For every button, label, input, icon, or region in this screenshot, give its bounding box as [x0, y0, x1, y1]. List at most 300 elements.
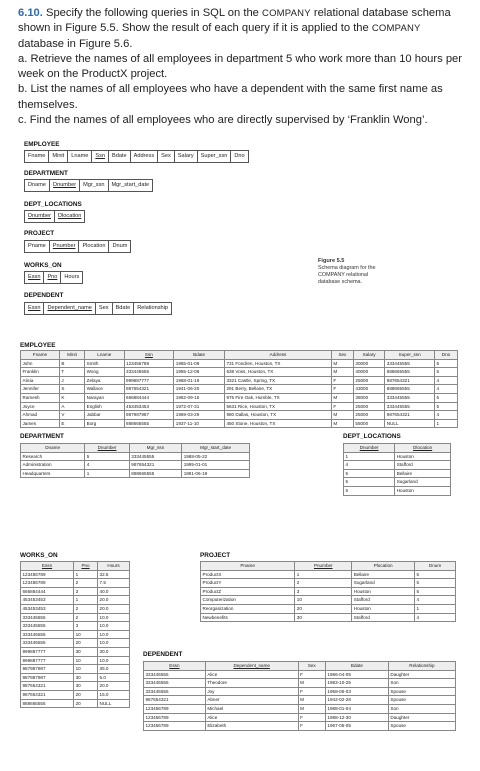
table-cell: 38000	[353, 393, 384, 402]
table-row	[201, 579, 456, 588]
intro-text: relational database schema shown in Figure 5.5. Show the result of each query if it is applied to the	[18, 7, 451, 35]
schema-attribute: Minit	[49, 151, 68, 162]
table-row	[21, 699, 130, 708]
table-cell: 333445555	[21, 639, 74, 648]
table-cell: Spouse	[388, 687, 455, 696]
table-cell: 5.0	[98, 673, 130, 682]
table-row	[21, 419, 458, 428]
project-table	[200, 561, 456, 622]
column-header: Pno	[74, 562, 98, 571]
table-cell: 123456789	[21, 570, 74, 579]
table-cell: 5	[344, 486, 395, 495]
column-header: Fname	[21, 351, 60, 360]
table-cell: Joyce	[21, 402, 60, 411]
table-cell: 10.0	[98, 639, 130, 648]
table-cell: 5	[344, 478, 395, 487]
table-cell: ProductZ	[201, 587, 295, 596]
column-header: Dependent_name	[205, 662, 298, 671]
table-cell: 30	[74, 673, 98, 682]
column-header: Salary	[353, 351, 384, 360]
schema-title-project: PROJECT	[24, 230, 55, 237]
table-cell: 40000	[353, 368, 384, 377]
figure-caption-line: Schema diagram for the	[318, 265, 376, 271]
figure-caption-line: database schema.	[318, 279, 363, 285]
schema-attribute: Pno	[44, 272, 61, 283]
table-cell: B	[59, 359, 84, 368]
table-cell: 1937-11-10	[174, 419, 225, 428]
table-cell: 35.0	[98, 665, 130, 674]
table-cell: 888665555	[385, 368, 435, 377]
table-cell: 333445555	[129, 452, 181, 461]
table-cell: 987654321	[21, 690, 74, 699]
table-cell: 4	[415, 613, 456, 622]
column-header: Sex	[298, 662, 325, 671]
table-cell: F	[331, 385, 353, 394]
table-row	[21, 665, 130, 674]
table-cell: Alice	[205, 713, 298, 722]
table-cell: Research	[21, 452, 85, 461]
table-cell: John	[21, 359, 60, 368]
table-cell: E	[59, 419, 84, 428]
figure-caption	[318, 258, 376, 286]
table-cell: 20	[74, 699, 98, 708]
table-cell: 333445555	[124, 368, 174, 377]
table-cell: 666884444	[124, 393, 174, 402]
column-header: Sex	[331, 351, 353, 360]
table-cell: 20	[295, 604, 352, 613]
table-cell: 975 Fire Oak, Humble, TX	[224, 393, 331, 402]
table-cell: ProductX	[201, 570, 295, 579]
table-cell: 1988-01-04	[325, 704, 388, 713]
table-row	[21, 385, 458, 394]
table-cell: 1	[435, 419, 458, 428]
table-cell: 1941-06-20	[174, 385, 225, 394]
table-cell: A	[59, 402, 84, 411]
intro-text: database in Figure 5.6.	[18, 37, 133, 50]
table-cell: 1942-02-28	[325, 696, 388, 705]
table-cell: 980 Dallas, Houston, TX	[224, 411, 331, 420]
dept-locations-table	[343, 443, 451, 496]
table-row	[21, 359, 458, 368]
column-header: Dlocation	[395, 444, 451, 453]
table-cell: 453453453	[21, 604, 74, 613]
table-cell: 5	[344, 469, 395, 478]
table-cell: Reorganization	[201, 604, 295, 613]
table-cell: Headquarters	[21, 469, 85, 478]
table-cell: 20.0	[98, 682, 130, 691]
table-cell: 1981-06-19	[182, 469, 250, 478]
table-cell: ProductY	[201, 579, 295, 588]
table-cell: 987987987	[21, 673, 74, 682]
table-header-row	[21, 444, 250, 453]
table-cell: 987987987	[124, 411, 174, 420]
table-cell: 5	[435, 359, 458, 368]
intro-text: Specify the following queries in SQL on the	[46, 7, 259, 19]
table-cell: 3	[295, 587, 352, 596]
column-header: Bdate	[174, 351, 225, 360]
table-row	[21, 596, 130, 605]
table-cell: Alicia	[21, 376, 60, 385]
question-part-a: a. Retrieve the names of all employees in department 5 who work more than 10 hours per week on the ProductX project.	[18, 52, 463, 81]
table-cell: Jabbar	[85, 411, 124, 420]
column-header: Lname	[85, 351, 124, 360]
table-cell: 333445555	[385, 393, 435, 402]
table-row	[344, 469, 451, 478]
table-cell: M	[331, 419, 353, 428]
table-cell: 333445555	[144, 670, 206, 679]
table-row	[21, 682, 130, 691]
table-cell: 20.0	[98, 604, 130, 613]
table-cell: 10.0	[98, 622, 130, 631]
schema-dependent	[24, 302, 172, 315]
table-cell: S	[59, 385, 84, 394]
table-cell: 55000	[353, 419, 384, 428]
schema-project	[24, 240, 131, 253]
schema-department	[24, 179, 153, 192]
table-cell: 3321 Castle, Spring, TX	[224, 376, 331, 385]
table-cell: 999887777	[124, 376, 174, 385]
schema-attribute: Dnumber	[25, 211, 55, 222]
column-header: Dname	[21, 444, 85, 453]
table-cell: Computerization	[201, 596, 295, 605]
table-title-works-on: WORKS_ON	[20, 552, 58, 559]
schema-title-dependent: DEPENDENT	[24, 292, 64, 299]
schema-attribute: Salary	[175, 151, 198, 162]
table-cell: Franklin	[21, 368, 60, 377]
table-row	[21, 461, 250, 470]
table-cell: Stafford	[352, 596, 415, 605]
schema-attribute: Ssn	[92, 151, 109, 162]
column-header: Mgr_ssn	[129, 444, 181, 453]
db-name: COMPANY	[371, 23, 421, 35]
works-on-table	[20, 561, 130, 708]
table-cell: Newbenefits	[201, 613, 295, 622]
table-cell: 333445555	[144, 687, 206, 696]
table-cell: M	[331, 393, 353, 402]
table-row	[201, 604, 456, 613]
table-cell: 25000	[353, 411, 384, 420]
table-cell: 4	[435, 411, 458, 420]
table-cell: 2	[74, 604, 98, 613]
table-row	[21, 579, 130, 588]
schema-attribute: Fname	[25, 151, 49, 162]
table-cell: 888665555	[21, 699, 74, 708]
table-cell: 1967-05-05	[325, 722, 388, 731]
table-cell: Daughter	[388, 713, 455, 722]
table-cell: 1	[74, 596, 98, 605]
table-cell: 1	[85, 469, 129, 478]
table-cell: 10	[74, 665, 98, 674]
table-cell: 5	[415, 579, 456, 588]
table-row	[21, 368, 458, 377]
question-number: 6.10.	[18, 7, 43, 19]
table-cell: 987654321	[385, 411, 435, 420]
column-header: Pnumber	[295, 562, 352, 571]
table-cell: 1983-10-25	[325, 679, 388, 688]
table-cell: 333445555	[385, 359, 435, 368]
table-cell: 1968-01-19	[174, 376, 225, 385]
schema-attribute: Sex	[158, 151, 175, 162]
table-cell: 5	[85, 452, 129, 461]
table-cell: Stafford	[352, 613, 415, 622]
table-cell: J	[59, 376, 84, 385]
table-cell: Administration	[21, 461, 85, 470]
schema-attribute: Dnumber	[50, 180, 80, 191]
table-row	[21, 452, 250, 461]
table-cell: K	[59, 393, 84, 402]
table-cell: 10	[295, 596, 352, 605]
table-cell: English	[85, 402, 124, 411]
question-text	[18, 6, 468, 128]
schema-title-dept-locations: DEPT_LOCATIONS	[24, 201, 82, 208]
table-cell: V	[59, 411, 84, 420]
table-cell: 20	[74, 690, 98, 699]
table-row	[21, 376, 458, 385]
schema-attribute: Dnum	[112, 243, 128, 249]
table-cell: 5	[415, 587, 456, 596]
table-row	[21, 393, 458, 402]
table-cell: Spouse	[388, 722, 455, 731]
schema-dept-locations	[24, 210, 85, 223]
table-row	[144, 670, 456, 679]
table-header-row	[144, 662, 456, 671]
schema-attribute: Super_ssn	[198, 151, 232, 162]
table-cell: F	[331, 402, 353, 411]
table-cell: 987654321	[21, 682, 74, 691]
table-cell: T	[59, 368, 84, 377]
table-cell: 10.0	[98, 630, 130, 639]
column-header: Dnumber	[344, 444, 395, 453]
schema-attribute: Mgr_ssn	[80, 180, 108, 191]
schema-title-employee: EMPLOYEE	[24, 141, 60, 148]
table-cell: 10	[74, 630, 98, 639]
table-header-row	[344, 444, 451, 453]
schema-title-works-on: WORKS_ON	[24, 262, 62, 269]
table-row	[201, 587, 456, 596]
table-cell: 1995-01-01	[182, 461, 250, 470]
column-header: Bdate	[325, 662, 388, 671]
table-cell: Jennifer	[21, 385, 60, 394]
table-title-project: PROJECT	[200, 552, 231, 559]
table-row	[144, 687, 456, 696]
schema-attribute: Essn	[25, 303, 44, 314]
schema-attribute: Dlocation	[58, 213, 82, 219]
table-cell: Abner	[205, 696, 298, 705]
table-cell: M	[298, 696, 325, 705]
table-row	[344, 478, 451, 487]
table-cell: 5631 Rice, Houston, TX	[224, 402, 331, 411]
table-cell: 32.5	[98, 570, 130, 579]
table-cell: 2	[74, 579, 98, 588]
table-cell: 123456789	[144, 704, 206, 713]
table-row	[21, 673, 130, 682]
table-cell: 1	[74, 570, 98, 579]
table-cell: 333445555	[144, 679, 206, 688]
table-cell: Wallace	[85, 385, 124, 394]
table-row	[21, 630, 130, 639]
table-cell: Houston	[395, 486, 451, 495]
employee-table	[20, 350, 458, 428]
table-cell: M	[331, 411, 353, 420]
table-cell: 450 Stone, Houston, TX	[224, 419, 331, 428]
table-cell: F	[298, 713, 325, 722]
table-cell: 4	[344, 461, 395, 470]
table-cell: F	[298, 687, 325, 696]
table-cell: 30	[74, 682, 98, 691]
table-row	[21, 469, 250, 478]
schema-attribute: Bdate	[109, 151, 131, 162]
table-row	[21, 622, 130, 631]
schema-attribute: Essn	[25, 272, 44, 283]
column-header: Pname	[201, 562, 295, 571]
table-row	[21, 639, 130, 648]
table-cell: Houston	[395, 452, 451, 461]
schema-attribute: Dependent_name	[44, 303, 95, 314]
table-cell: 333445555	[385, 402, 435, 411]
table-cell: Houston	[352, 604, 415, 613]
table-cell: 731 Fondren, Houston, TX	[224, 359, 331, 368]
table-cell: 987654321	[144, 696, 206, 705]
table-row	[201, 613, 456, 622]
schema-title-department: DEPARTMENT	[24, 170, 68, 177]
column-header: Dno	[435, 351, 458, 360]
figure-label: Figure 5.5	[318, 258, 345, 264]
table-row	[344, 461, 451, 470]
table-cell: 1	[415, 604, 456, 613]
column-header: Super_ssn	[385, 351, 435, 360]
table-cell: 333445555	[21, 630, 74, 639]
table-cell: 453453453	[21, 596, 74, 605]
table-title-dept-locations: DEPT_LOCATIONS	[343, 433, 401, 440]
table-cell: Michael	[205, 704, 298, 713]
figure-caption-line: COMPANY relational	[318, 272, 369, 278]
table-row	[144, 713, 456, 722]
table-cell: M	[331, 368, 353, 377]
table-cell: F	[331, 376, 353, 385]
table-cell: 25000	[353, 402, 384, 411]
table-cell: Bellaire	[395, 469, 451, 478]
table-cell: Daughter	[388, 670, 455, 679]
table-cell: 123456789	[21, 579, 74, 588]
table-cell: 123456789	[144, 722, 206, 731]
table-cell: NULL	[385, 419, 435, 428]
table-cell: 30.0	[98, 647, 130, 656]
table-cell: Bellaire	[352, 570, 415, 579]
table-cell: M	[298, 679, 325, 688]
table-cell: 30000	[353, 359, 384, 368]
table-cell: Joy	[205, 687, 298, 696]
table-cell: 10.0	[98, 613, 130, 622]
table-cell: 666884444	[21, 587, 74, 596]
table-cell: M	[298, 704, 325, 713]
table-cell: 43000	[353, 385, 384, 394]
table-cell: 7.5	[98, 579, 130, 588]
table-cell: 888665555	[385, 385, 435, 394]
table-cell: 4	[435, 385, 458, 394]
table-row	[21, 647, 130, 656]
question-part-b: b. List the names of all employees who have a dependent with the same first name as themselves.	[18, 83, 443, 111]
table-header-row	[21, 351, 458, 360]
table-header-row	[21, 562, 130, 571]
table-row	[144, 722, 456, 731]
table-row	[144, 704, 456, 713]
table-cell: 453453453	[124, 402, 174, 411]
table-cell: Narayan	[85, 393, 124, 402]
table-cell: 10.0	[98, 656, 130, 665]
table-cell: 5	[435, 393, 458, 402]
schema-attribute: Plocation	[79, 241, 109, 252]
table-cell: Son	[388, 679, 455, 688]
table-cell: 999887777	[21, 656, 74, 665]
table-cell: 4	[85, 461, 129, 470]
table-cell: 1958-05-03	[325, 687, 388, 696]
table-cell: Son	[388, 704, 455, 713]
question-part-c: c. Find the names of all employees who are directly supervised by ‘Franklin Wong’.	[18, 114, 428, 127]
table-cell: 40.0	[98, 587, 130, 596]
schema-attribute: Pname	[25, 241, 50, 252]
table-cell: 2	[295, 579, 352, 588]
table-row	[21, 690, 130, 699]
column-header: Ssn	[124, 351, 174, 360]
table-cell: NULL	[98, 699, 130, 708]
schema-attribute: Pnumber	[50, 241, 80, 252]
table-cell: 3	[74, 587, 98, 596]
table-cell: 20.0	[98, 596, 130, 605]
table-cell: 5	[435, 402, 458, 411]
table-row	[21, 613, 130, 622]
table-cell: 1988-05-22	[182, 452, 250, 461]
table-cell: 999887777	[21, 647, 74, 656]
schema-attribute: Relationship	[137, 305, 168, 311]
table-cell: 638 Voss, Houston, TX	[224, 368, 331, 377]
column-header: Essn	[21, 562, 74, 571]
table-header-row	[201, 562, 456, 571]
schema-employee	[24, 150, 249, 163]
column-header: Hours	[98, 562, 130, 571]
table-cell: Wong	[85, 368, 124, 377]
table-row	[21, 656, 130, 665]
table-cell: 1969-03-29	[174, 411, 225, 420]
table-cell: Borg	[85, 419, 124, 428]
table-cell: Theodore	[205, 679, 298, 688]
table-cell: 987654321	[129, 461, 181, 470]
schema-attribute: Dno	[234, 153, 245, 159]
schema-works-on	[24, 271, 83, 284]
table-cell: F	[298, 670, 325, 679]
table-cell: Ramesh	[21, 393, 60, 402]
table-cell: 4	[415, 596, 456, 605]
table-row	[344, 452, 451, 461]
table-cell: 25000	[353, 376, 384, 385]
table-cell: 1962-09-15	[174, 393, 225, 402]
table-cell: 1	[344, 452, 395, 461]
dependent-table	[143, 661, 456, 731]
table-row	[144, 696, 456, 705]
table-cell: 4	[435, 376, 458, 385]
table-cell: 5	[435, 368, 458, 377]
table-cell: 987654321	[124, 385, 174, 394]
schema-attribute: Mgr_start_date	[111, 182, 150, 188]
question-intro	[18, 6, 468, 52]
table-cell: 5	[415, 570, 456, 579]
table-cell: 291 Berry, Bellaire, TX	[224, 385, 331, 394]
table-cell: M	[331, 359, 353, 368]
schema-attribute: Hours	[64, 274, 80, 280]
table-cell: 2	[74, 613, 98, 622]
table-title-department: DEPARTMENT	[20, 433, 64, 440]
table-row	[21, 411, 458, 420]
table-row	[201, 596, 456, 605]
